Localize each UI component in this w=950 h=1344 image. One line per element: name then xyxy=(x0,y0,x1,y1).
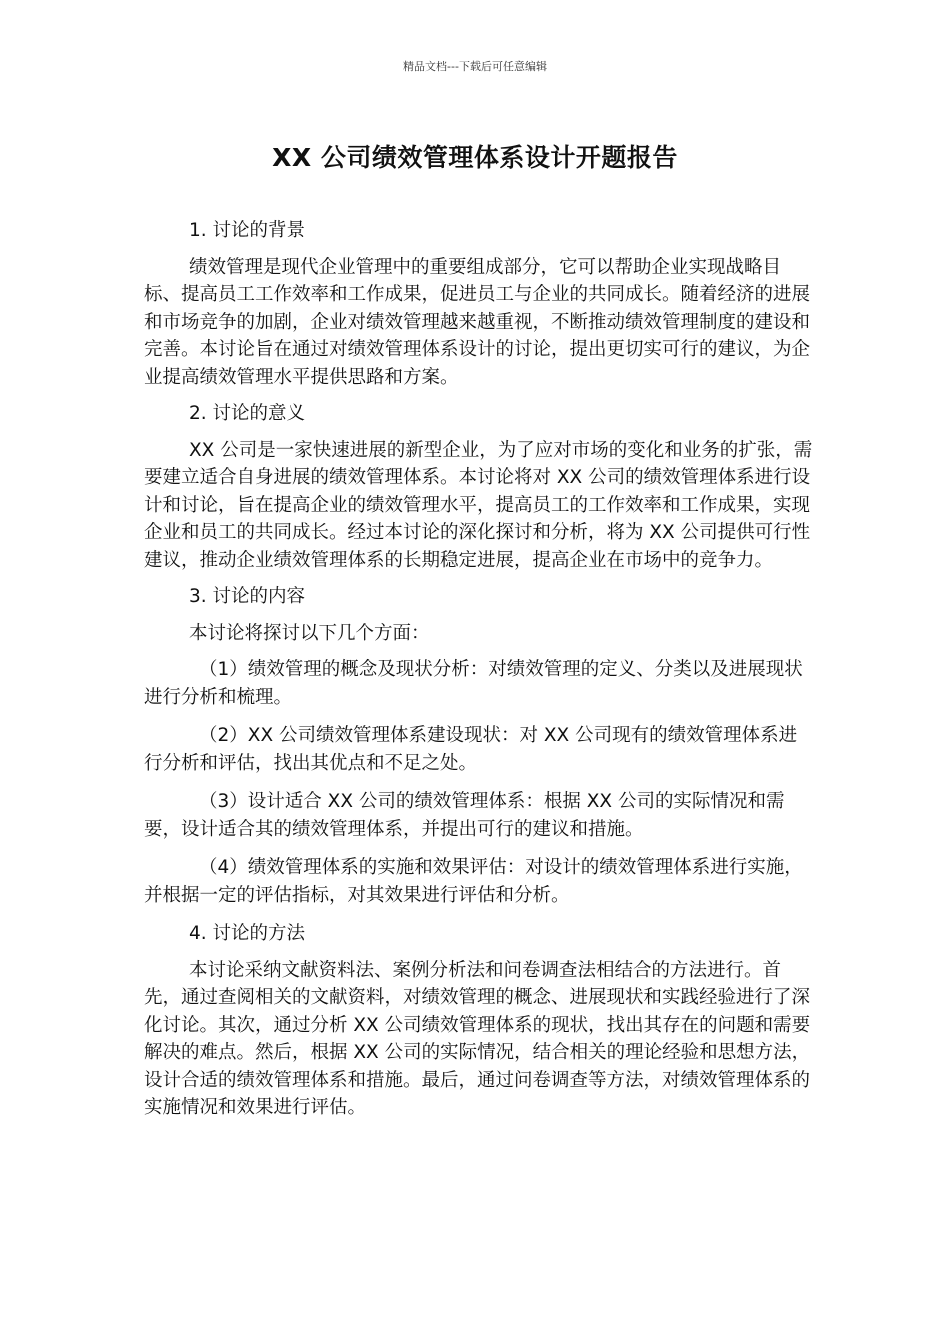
document-body xyxy=(144,217,814,1122)
section-heading-method: 4. 讨论的方法 xyxy=(189,923,306,944)
section-heading-content: 3. 讨论的内容 xyxy=(189,586,306,607)
document-title: XX 公司绩效管理体系设计开题报告 xyxy=(272,143,678,172)
header-note: 精品文档---下载后可任意编辑 xyxy=(403,60,547,73)
content-item-3: （3）设计适合 XX 公司的绩效管理体系：根据 XX 公司的实际情况和需要，设计适合其的绩效管理体系，并提出可行的建议和措施。 xyxy=(144,791,785,840)
section-paragraph-method: 本讨论采纳文献资料法、案例分析法和问卷调查法相结合的方法进行。首先，通过查阅相关的文献资料，对绩效管理的概念、进展现状和实践经验进行了深化讨论。其次，通过分析 XX 公司绩效管理体系的现状，找出其存在的问题和需要解决的难点。然后，根据 XX 公司的实际情况，结合相关的理论经验和思想方法，设计合适的绩效管理体系和措施。最后，通过问卷调查等方法，对绩效管理体系的实施情况和效果进行评估。 xyxy=(144,959,811,1118)
content-item-2: （2）XX 公司绩效管理体系建设现状：对 XX 公司现有的绩效管理体系进行分析和评估，找出其优点和不足之处。 xyxy=(144,725,798,774)
section-paragraph-significance: XX 公司是一家快速进展的新型企业，为了应对市场的变化和业务的扩张，需要建立适合自身进展的绩效管理体系。本讨论将对 XX 公司的绩效管理体系进行设计和讨论，旨在提高企业的绩效管理水平，提高员工的工作效率和工作成果，实现企业和员工的共同成长。经过本讨论的深化探讨和分析，将为 XX 公司提供可行性建议，推动企业绩效管理体系的长期稳定进展，提高企业在市场中的竞争力。 xyxy=(144,439,813,571)
section-paragraph-background: 绩效管理是现代企业管理中的重要组成部分，它可以帮助企业实现战略目标、提高员工工作效率和工作成果，促进员工与企业的共同成长。随着经济的进展和市场竞争的加剧，企业对绩效管理越来越重视，不断推动绩效管理制度的建设和完善。本讨论旨在通过对绩效管理体系设计的讨论，提出更切实可行的建议，为企业提高绩效管理水平提供思路和方案。 xyxy=(144,256,811,388)
content-item-1: （1）绩效管理的概念及现状分析：对绩效管理的定义、分类以及进展现状进行分析和梳理。 xyxy=(144,659,803,708)
section-heading-significance: 2. 讨论的意义 xyxy=(189,403,306,424)
section-heading-background: 1. 讨论的背景 xyxy=(189,220,306,241)
section-intro-content: 本讨论将探讨以下几个方面： xyxy=(189,622,430,644)
content-item-4: （4）绩效管理体系的实施和效果评估：对设计的绩效管理体系进行实施，并根据一定的评估指标，对其效果进行评估和分析。 xyxy=(144,857,803,906)
